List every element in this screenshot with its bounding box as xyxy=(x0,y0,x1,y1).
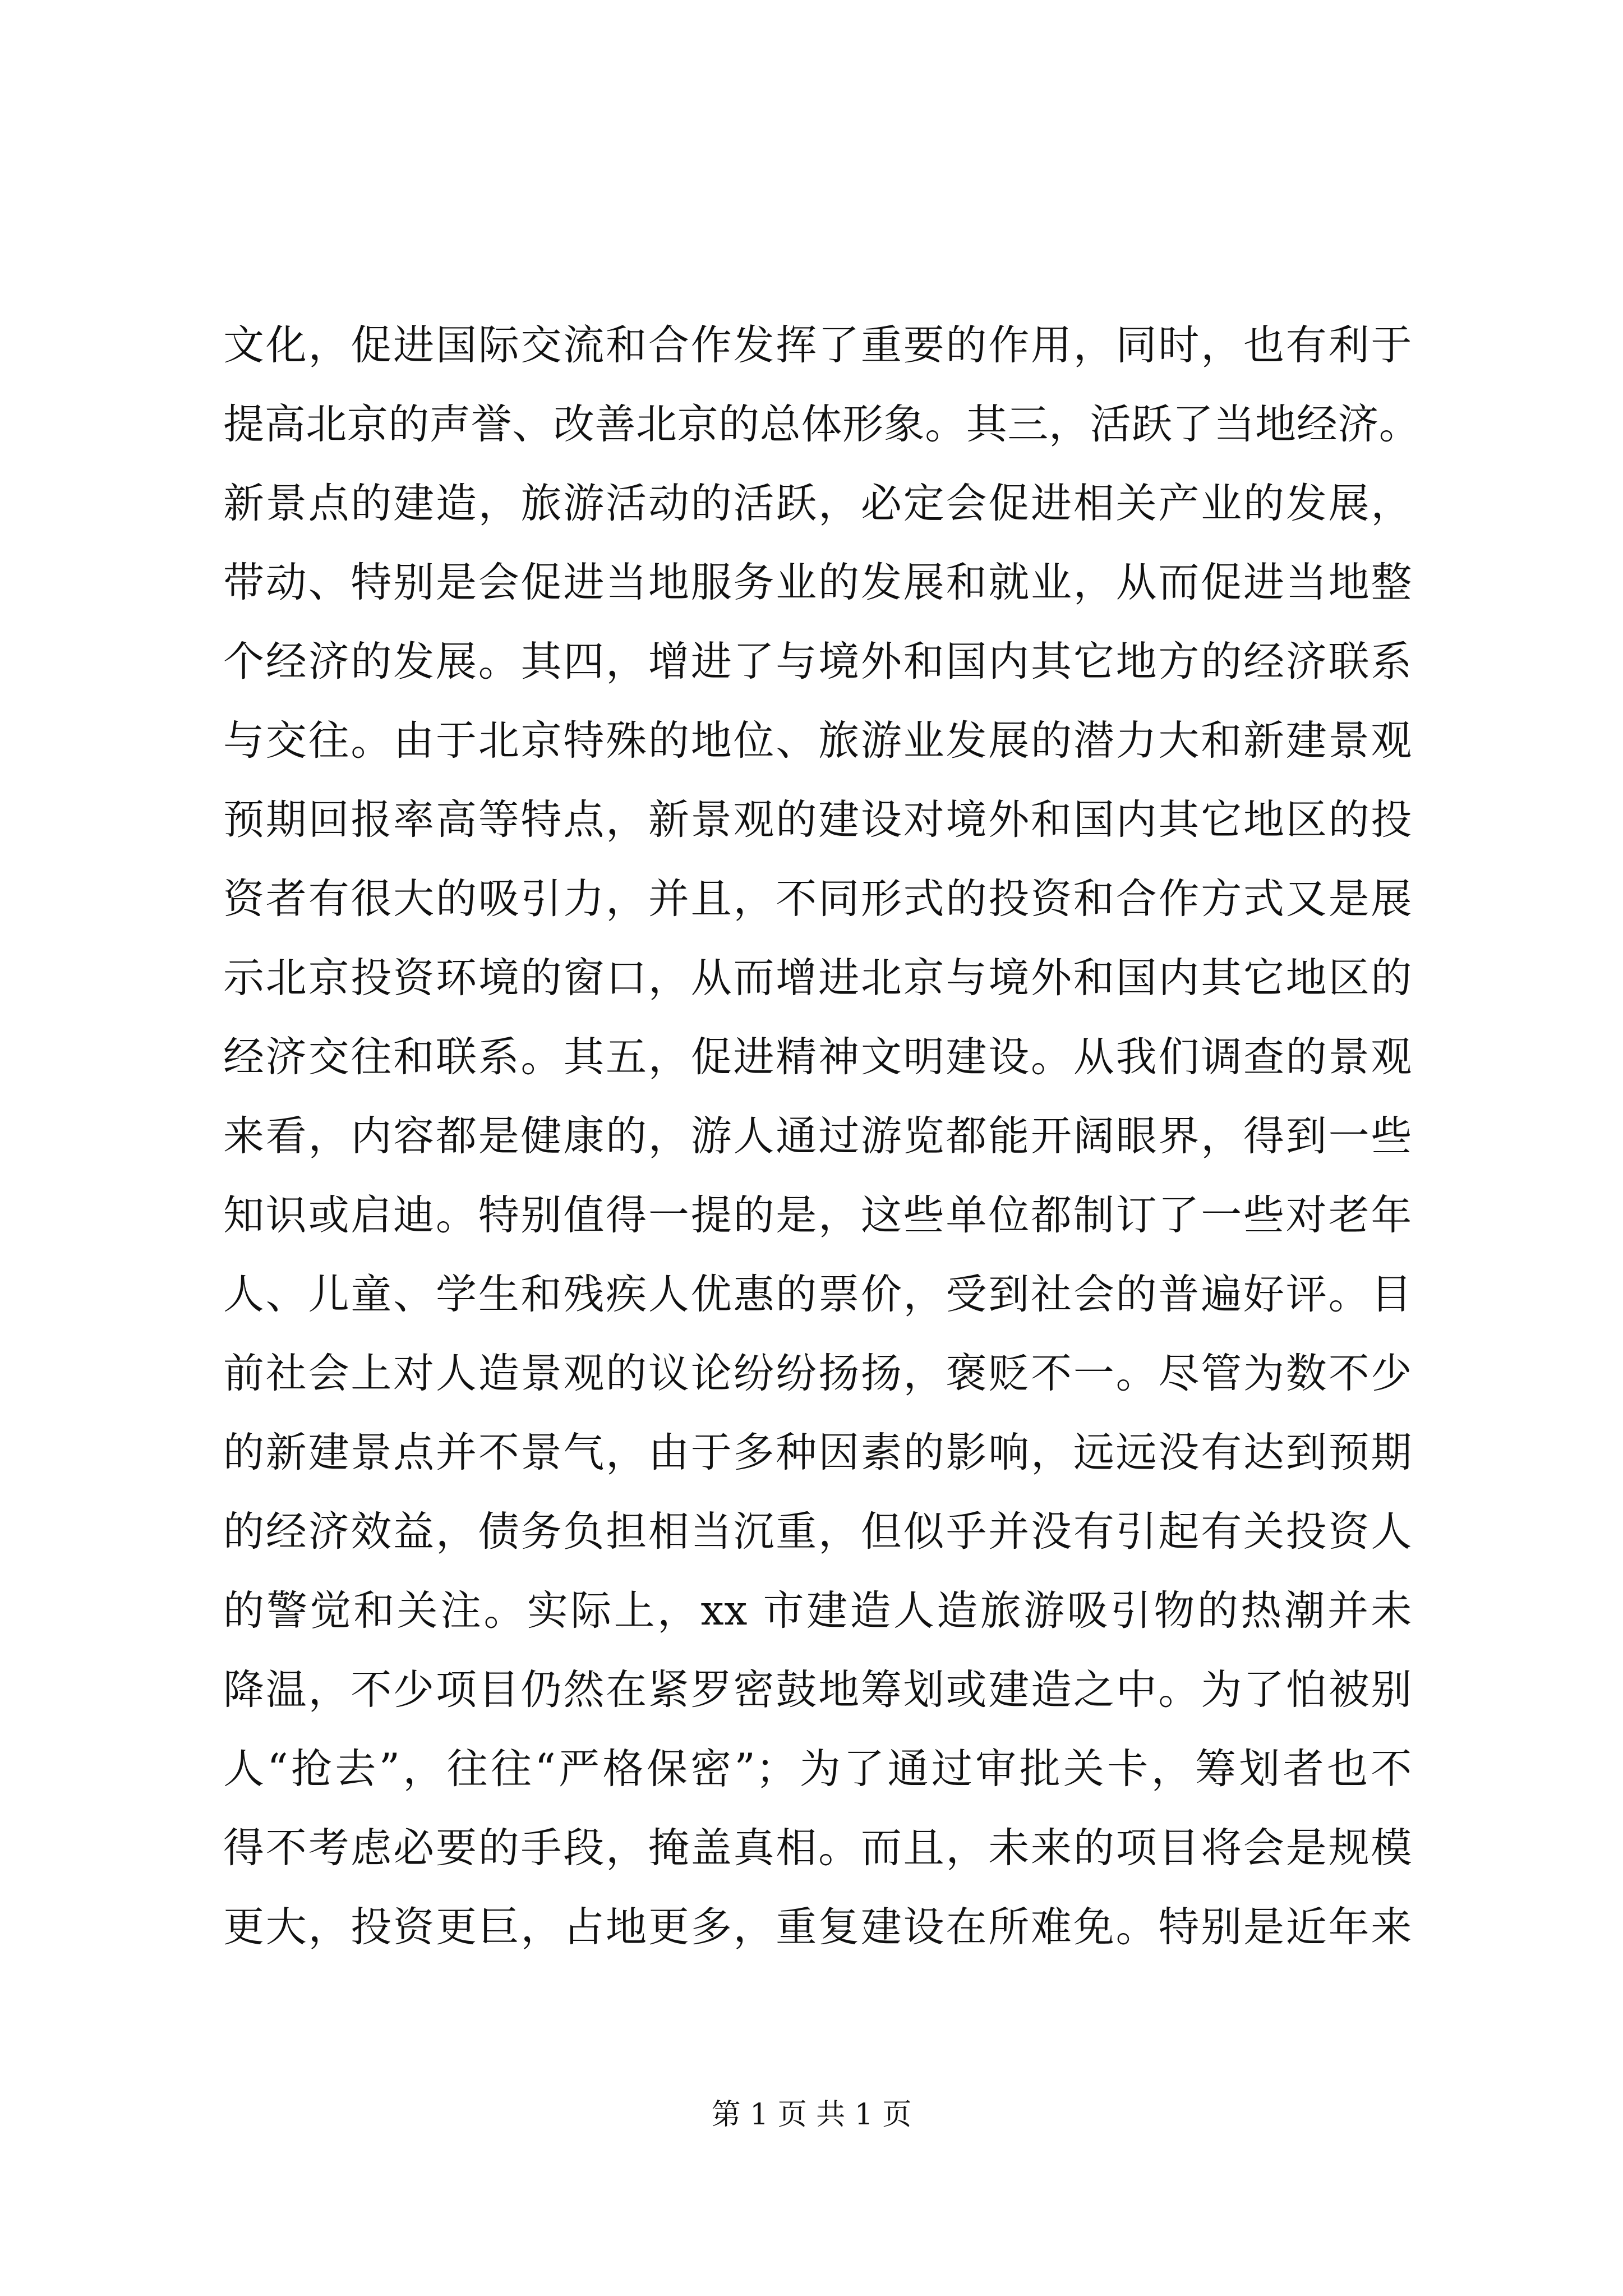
text-line: 得不考虑必要的手段，掩盖真相。而且，未来的项目将会是规模 xyxy=(223,1824,1412,1872)
text-line: 的警觉和关注。实际上，xx 市建造人造旅游吸引物的热潮并未 xyxy=(223,1587,1412,1635)
text-line: 个经济的发展。其四，增进了与境外和国内其它地方的经济联系 xyxy=(223,638,1412,685)
text-line: 文化，促进国际交流和合作发挥了重要的作用，同时，也有利于 xyxy=(223,321,1412,369)
text-line: 提高北京的声誉、改善北京的总体形象。其三，活跃了当地经济。 xyxy=(223,401,1421,448)
text-line: 人“抢去”，往往“严格保密”；为了通过审批关卡，筹划者也不 xyxy=(223,1745,1412,1793)
text-line: 知识或启迪。特别值得一提的是，这些单位都制订了一些对老年 xyxy=(223,1191,1412,1239)
text-line: 预期回报率高等特点，新景观的建设对境外和国内其它地区的投 xyxy=(223,796,1412,844)
text-line: 新景点的建造，旅游活动的活跃，必定会促进相关产业的发展， xyxy=(223,480,1412,527)
text-line: 带动、特别是会促进当地服务业的发展和就业，从而促进当地整 xyxy=(223,559,1412,606)
text-line: 与交往。由于北京特殊的地位、旅游业发展的潜力大和新建景观 xyxy=(223,717,1412,765)
text-line: 示北京投资环境的窗口，从而增进北京与境外和国内其它地区的 xyxy=(223,954,1412,1002)
text-line: 经济交往和联系。其五，促进精神文明建设。从我们调查的景观 xyxy=(223,1033,1412,1081)
body-text xyxy=(223,306,1421,1967)
text-line: 人、儿童、学生和残疾人优惠的票价，受到社会的普遍好评。目 xyxy=(223,1271,1412,1318)
text-line: 降温，不少项目仍然在紧罗密鼓地筹划或建造之中。为了怕被别 xyxy=(223,1666,1412,1714)
page-number-footer: 第 1 页 共 1 页 xyxy=(711,2098,912,2132)
text-line: 的经济效益，债务负担相当沉重，但似乎并没有引起有关投资人 xyxy=(223,1508,1412,1556)
text-line: 更大，投资更巨，占地更多，重复建设在所难免。特别是近年来 xyxy=(223,1903,1412,1951)
text-line: 的新建景点并不景气，由于多种因素的影响，远远没有达到预期 xyxy=(223,1429,1412,1476)
text-line: 资者有很大的吸引力，并且，不同形式的投资和合作方式又是展 xyxy=(223,875,1412,923)
text-line: 前社会上对人造景观的议论纷纷扬扬，褒贬不一。尽管为数不少 xyxy=(223,1350,1412,1397)
text-line: 来看，内容都是健康的，游人通过游览都能开阔眼界，得到一些 xyxy=(223,1112,1412,1160)
